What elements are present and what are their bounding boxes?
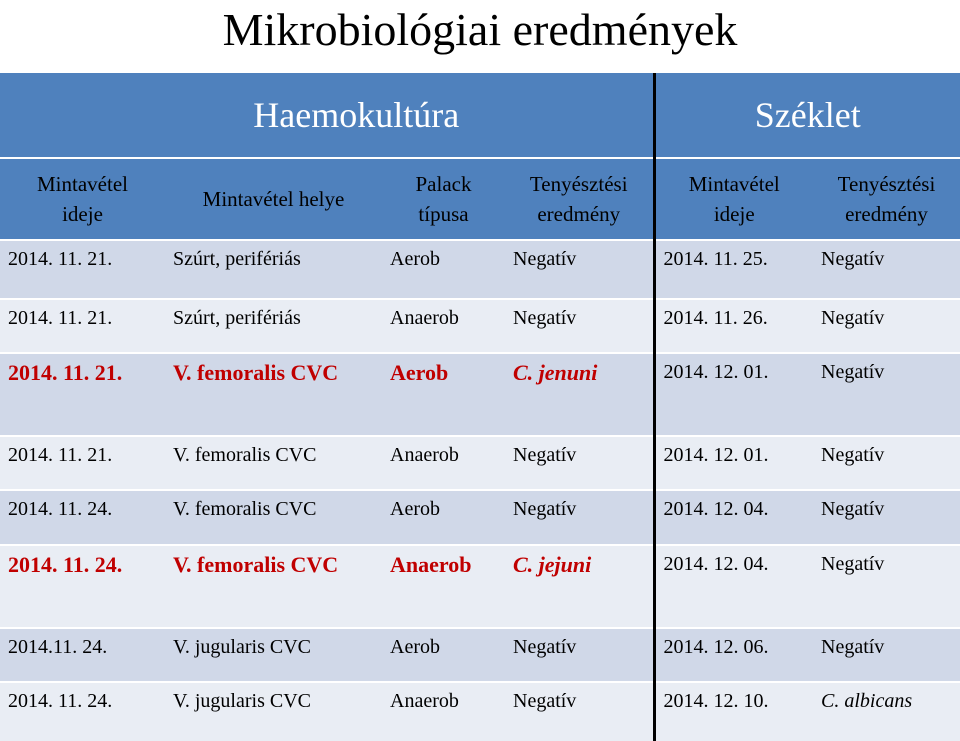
cell-bottle: Anaerob [382, 299, 505, 353]
cell-result: Negatív [505, 682, 654, 741]
cell-bottle: Aerob [382, 353, 505, 436]
cell-stool-date: 2014. 12. 01. [654, 353, 813, 436]
cell-date: 2014. 11. 24. [0, 682, 165, 741]
results-table [0, 73, 960, 741]
cell-stool-date: 2014. 12. 04. [654, 490, 813, 545]
table-row-highlighted [0, 353, 960, 436]
cell-stool-result: C. albicans [813, 682, 960, 741]
cell-date: 2014. 11. 21. [0, 436, 165, 490]
cell-result: Negatív [505, 628, 654, 682]
section-haemokultura: Haemokultúra [0, 73, 654, 158]
cell-place: V. femoralis CVC [165, 545, 382, 628]
cell-stool-result: Negatív [813, 628, 960, 682]
cell-stool-result: Negatív [813, 545, 960, 628]
column-header-row [0, 158, 960, 240]
cell-place: Szúrt, perifériás [165, 299, 382, 353]
header-culture-result: Tenyésztési eredmény [505, 158, 654, 240]
cell-result: C. jenuni [505, 353, 654, 436]
cell-date: 2014. 11. 21. [0, 299, 165, 353]
cell-stool-date: 2014. 12. 06. [654, 628, 813, 682]
header-stool-culture-result: Tenyésztési eredmény [813, 158, 960, 240]
cell-stool-date: 2014. 12. 01. [654, 436, 813, 490]
cell-place: Szúrt, perifériás [165, 240, 382, 299]
cell-place: V. jugularis CVC [165, 628, 382, 682]
table-row [0, 436, 960, 490]
table-row [0, 299, 960, 353]
header-sampling-time: Mintavétel ideje [0, 158, 165, 240]
table-row [0, 628, 960, 682]
cell-place: V. jugularis CVC [165, 682, 382, 741]
cell-stool-result: Negatív [813, 299, 960, 353]
cell-bottle: Aerob [382, 240, 505, 299]
cell-bottle: Aerob [382, 490, 505, 545]
cell-result: Negatív [505, 436, 654, 490]
header-stool-sampling-time: Mintavétel ideje [654, 158, 813, 240]
cell-date: 2014. 11. 21. [0, 353, 165, 436]
cell-stool-date: 2014. 11. 25. [654, 240, 813, 299]
table-row [0, 240, 960, 299]
cell-result: Negatív [505, 240, 654, 299]
cell-date: 2014. 11. 21. [0, 240, 165, 299]
header-sampling-place: Mintavétel helye [165, 158, 382, 240]
cell-stool-date: 2014. 11. 26. [654, 299, 813, 353]
cell-bottle: Anaerob [382, 436, 505, 490]
cell-place: V. femoralis CVC [165, 353, 382, 436]
cell-date: 2014. 11. 24. [0, 545, 165, 628]
cell-result: C. jejuni [505, 545, 654, 628]
cell-date: 2014. 11. 24. [0, 490, 165, 545]
section-szeklet: Széklet [654, 73, 960, 158]
page-title: Mikrobiológiai eredmények [222, 4, 738, 55]
cell-stool-date: 2014. 12. 10. [654, 682, 813, 741]
cell-stool-result: Negatív [813, 240, 960, 299]
table-row [0, 490, 960, 545]
cell-stool-result: Negatív [813, 436, 960, 490]
table-row-highlighted [0, 545, 960, 628]
cell-bottle: Aerob [382, 628, 505, 682]
cell-bottle: Anaerob [382, 545, 505, 628]
cell-place: V. femoralis CVC [165, 436, 382, 490]
cell-stool-date: 2014. 12. 04. [654, 545, 813, 628]
cell-result: Negatív [505, 490, 654, 545]
cell-date: 2014.11. 24. [0, 628, 165, 682]
cell-place: V. femoralis CVC [165, 490, 382, 545]
header-bottle-type: Palack típusa [382, 158, 505, 240]
cell-stool-result: Negatív [813, 353, 960, 436]
table-row [0, 682, 960, 741]
cell-stool-result: Negatív [813, 490, 960, 545]
cell-result: Negatív [505, 299, 654, 353]
cell-bottle: Anaerob [382, 682, 505, 741]
section-header-row [0, 73, 960, 158]
